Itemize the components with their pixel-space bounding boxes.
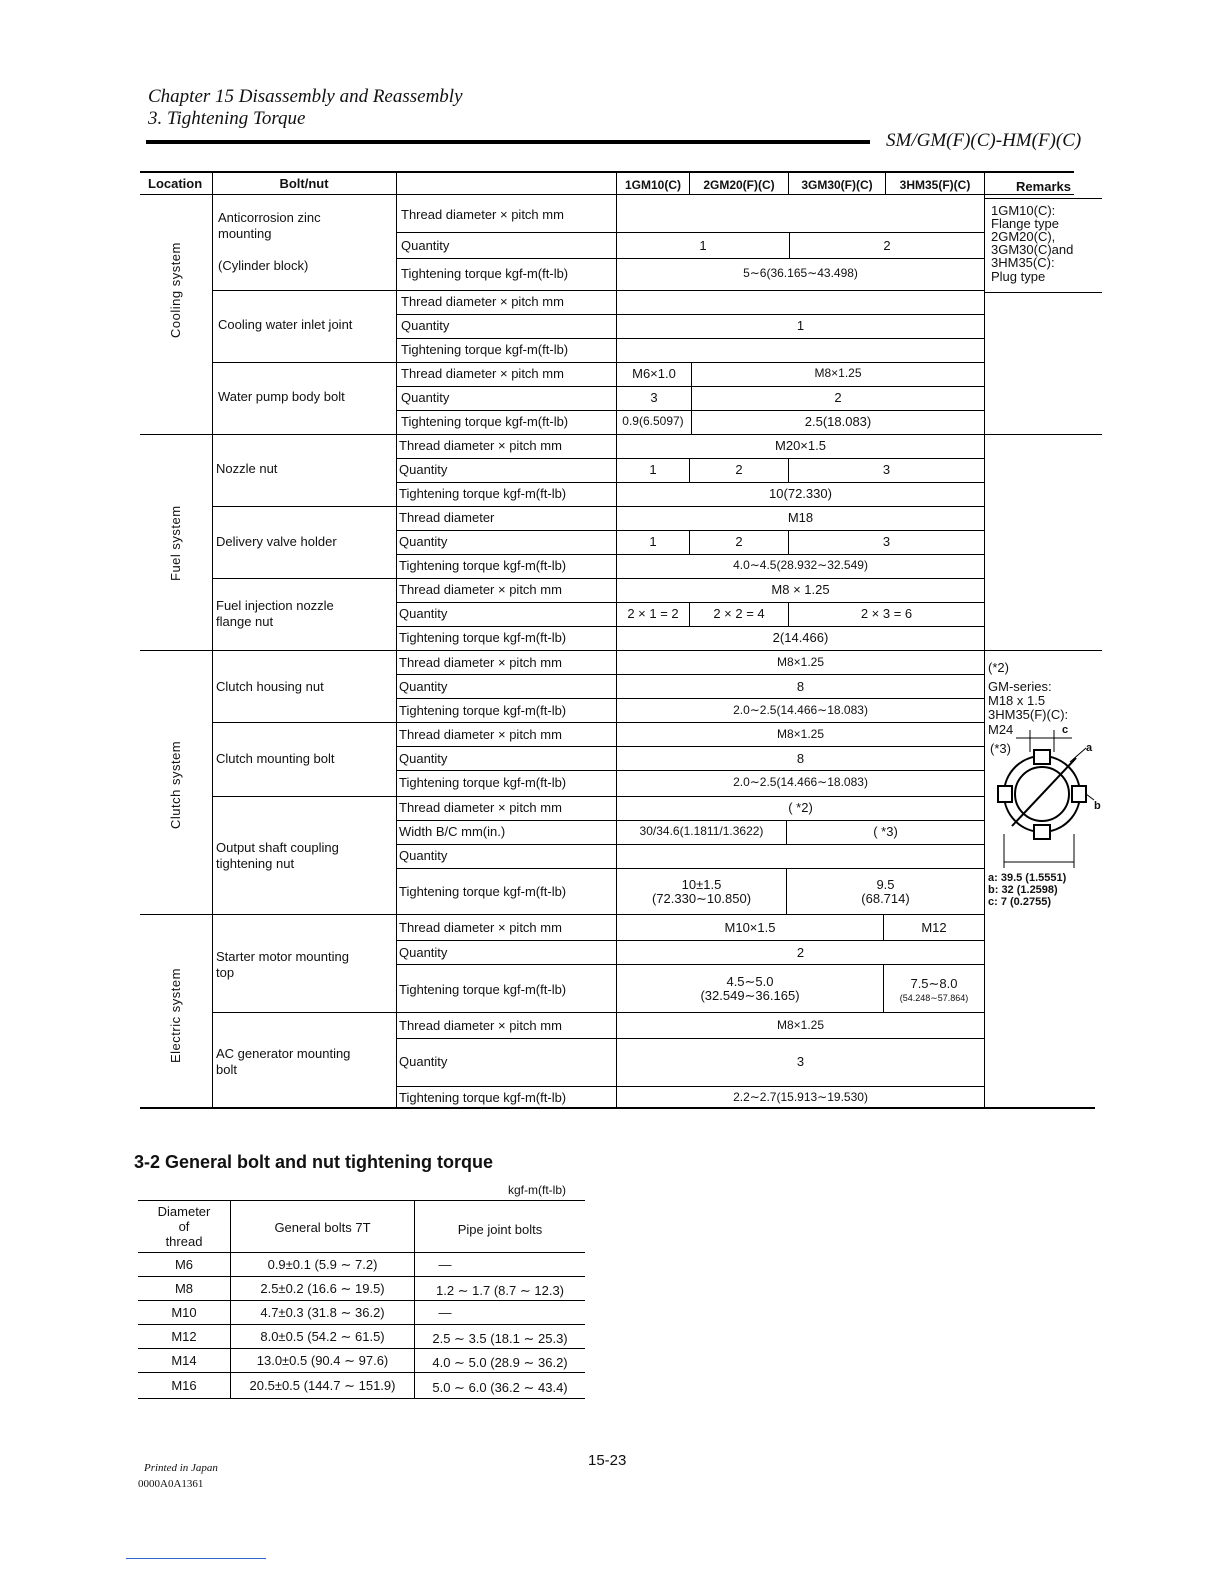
value-cell: 2.2∼2.7(15.913∼19.530): [733, 1090, 868, 1104]
value-cell: (72.330∼10.850): [651, 891, 752, 906]
value-cell: 2.5(18.083): [804, 414, 872, 429]
gen-cell-general: 8.0±0.5 (54.2 ∼ 61.5): [260, 1329, 385, 1344]
value-cell: 1: [649, 534, 657, 549]
value-cell: 8: [796, 679, 805, 694]
value-cell: 2: [796, 945, 805, 960]
item-nozzle: Nozzle nut: [216, 461, 278, 476]
row-rule: [138, 1324, 585, 1325]
param-label: Quantity: [401, 390, 450, 405]
value-cell: M8×1.25: [776, 655, 825, 669]
param-label: Width B/C mm(in.): [399, 824, 506, 839]
param-label: Tightening torque kgf-m(ft-lb): [399, 775, 567, 790]
param-label: Thread diameter × pitch mm: [399, 1018, 562, 1033]
remark-note: (*3): [990, 741, 1011, 756]
remark-text: 3GM30(C)and: [991, 242, 1074, 257]
remark-note: (*2): [988, 660, 1009, 675]
value-cell: M12: [921, 920, 947, 935]
col-head-remarks: Remarks: [1016, 179, 1071, 194]
value-cell: 2: [883, 238, 891, 253]
col-head-2gm20: 2GM20(F)(C): [703, 178, 775, 192]
col-head-1gm10: 1GM10(C): [624, 178, 681, 192]
row-rule: [138, 1200, 585, 1201]
param-label: Tightening torque kgf-m(ft-lb): [401, 266, 569, 281]
value-cell: 3: [882, 462, 891, 477]
diagram-label-b: b: [1094, 800, 1101, 812]
value-cell: ( *3): [873, 824, 898, 839]
value-cell: 9.5: [876, 877, 895, 892]
remark-text: 2GM20(C),: [991, 229, 1056, 244]
gen-cell-pipe: —: [438, 1257, 452, 1272]
remark-note: M24: [988, 722, 1014, 737]
param-label: Thread diameter × pitch mm: [399, 438, 562, 453]
value-cell: M8×1.25: [814, 366, 862, 380]
gen-head-diameter-2: of: [178, 1219, 190, 1234]
section-heading: 3-2 General bolt and nut tightening torque: [134, 1152, 493, 1172]
param-label: Quantity: [399, 679, 448, 694]
chapter-title: Chapter 15 Disassembly and Reassembly: [148, 86, 463, 107]
value-cell: 8: [796, 751, 805, 766]
param-label: Quantity: [399, 751, 448, 766]
gen-cell-pipe: 2.5 ∼ 3.5 (18.1 ∼ 25.3): [432, 1331, 568, 1346]
col-head-3gm30: 3GM30(F)(C): [801, 178, 873, 192]
param-label: Thread diameter × pitch mm: [399, 920, 562, 935]
value-cell: 2: [834, 390, 842, 405]
gen-cell-general: 20.5±0.5 (144.7 ∼ 151.9): [249, 1378, 396, 1393]
item-inlet: Cooling water inlet joint: [218, 317, 353, 332]
param-label: Tightening torque kgf-m(ft-lb): [399, 703, 567, 718]
model-label: SM/GM(F)(C)-HM(F)(C): [886, 130, 1082, 151]
group-cooling: Cooling system: [168, 242, 183, 338]
value-cell: 3: [796, 1054, 805, 1069]
group-clutch: Clutch system: [168, 740, 183, 829]
value-cell: 2.0∼2.5(14.466∼18.083): [733, 775, 868, 789]
section-title: 3. Tightening Torque: [148, 108, 306, 129]
diagram-label-c: c: [1062, 724, 1069, 736]
item-ac: AC generator mounting: [216, 1046, 351, 1061]
diagram-dim: c: 7 (0.2755): [988, 896, 1051, 908]
param-label: Thread diameter × pitch mm: [401, 294, 564, 309]
param-label: Thread diameter × pitch mm: [399, 800, 562, 815]
param-label: Thread diameter: [399, 510, 495, 525]
param-label: Quantity: [399, 1054, 448, 1069]
value-cell: ( *2): [788, 800, 813, 815]
gen-head-diameter: Diameter: [157, 1204, 211, 1219]
gen-cell-general: 13.0±0.5 (90.4 ∼ 97.6): [256, 1353, 389, 1368]
value-cell: (54.248∼57.864): [899, 993, 969, 1003]
row-rule: [138, 1252, 585, 1253]
row-rule: [138, 1398, 585, 1399]
param-label: Tightening torque kgf-m(ft-lb): [399, 982, 567, 997]
unit-label: kgf-m(ft-lb): [508, 1183, 566, 1197]
group-electric: Electric system: [168, 968, 183, 1063]
value-cell: M8×1.25: [776, 727, 825, 741]
gen-head-diameter-3: thread: [165, 1234, 203, 1249]
row-rule: [138, 1348, 585, 1349]
item-delivery: Delivery valve holder: [216, 534, 337, 549]
param-label: Thread diameter × pitch mm: [401, 207, 564, 222]
param-label: Tightening torque kgf-m(ft-lb): [399, 558, 567, 573]
value-cell: 30/34.6(1.1811/1.3622): [639, 824, 764, 838]
param-label: Quantity: [399, 462, 448, 477]
param-label: Tightening torque kgf-m(ft-lb): [399, 1090, 567, 1105]
gen-cell-diameter: M10: [171, 1305, 197, 1320]
row-rule: [138, 1372, 585, 1373]
page-number: 15-23: [588, 1452, 627, 1469]
value-cell: 2: [735, 534, 743, 549]
item-clutch-housing: Clutch housing nut: [216, 679, 324, 694]
item-starter-2: top: [216, 965, 235, 980]
value-cell: 2 × 1 = 2: [627, 606, 679, 621]
col-head-bolt: Bolt/nut: [279, 176, 329, 191]
param-label: Quantity: [401, 238, 450, 253]
diagram-dim: a: 39.5 (1.5551): [988, 872, 1067, 884]
value-cell: 2 × 3 = 6: [860, 606, 913, 621]
value-cell: 5∼6(36.165∼43.498): [743, 266, 858, 280]
param-label: Quantity: [399, 848, 448, 863]
value-cell: 2: [735, 462, 743, 477]
param-label: Thread diameter × pitch mm: [399, 582, 562, 597]
value-cell: 10±1.5: [681, 877, 722, 892]
gen-cell-diameter: M14: [171, 1353, 197, 1368]
param-label: Tightening torque kgf-m(ft-lb): [401, 414, 569, 429]
col-head-3hm35: 3HM35(F)(C): [899, 178, 971, 192]
item-ac-2: bolt: [216, 1062, 237, 1077]
param-label: Quantity: [399, 945, 448, 960]
value-cell: 1: [649, 462, 657, 477]
gen-cell-general: 2.5±0.2 (16.6 ∼ 19.5): [260, 1281, 385, 1296]
param-label: Thread diameter × pitch mm: [399, 727, 562, 742]
gen-cell-pipe: 4.0 ∼ 5.0 (28.9 ∼ 36.2): [432, 1355, 568, 1370]
row-rule: [138, 1276, 585, 1277]
gen-cell-diameter: M6: [174, 1257, 194, 1272]
gen-cell-pipe: 5.0 ∼ 6.0 (36.2 ∼ 43.4): [432, 1380, 568, 1395]
document-code: 0000A0A1361: [138, 1478, 204, 1490]
group-fuel: Fuel system: [168, 505, 183, 581]
gen-cell-general: 4.7±0.3 (31.8 ∼ 36.2): [260, 1305, 385, 1320]
printed-note: Printed in Japan: [144, 1462, 218, 1474]
remark-note: 3HM35(F)(C):: [988, 707, 1069, 722]
value-cell: M10×1.5: [724, 920, 776, 935]
value-cell: 1: [699, 238, 707, 253]
value-cell: 3: [882, 534, 891, 549]
value-cell: M18: [787, 510, 814, 525]
gen-cell-general: 0.9±0.1 (5.9 ∼ 7.2): [267, 1257, 378, 1272]
value-cell: 7.5∼8.0: [910, 976, 958, 991]
value-cell: 2.0∼2.5(14.466∼18.083): [733, 703, 868, 717]
value-cell: 0.9(6.5097): [622, 414, 684, 428]
gen-cell-diameter: M16: [171, 1378, 197, 1393]
item-zinc-2: mounting: [218, 226, 272, 241]
item-clutch-mount: Clutch mounting bolt: [216, 751, 335, 766]
remark-note: M18 x 1.5: [988, 693, 1046, 708]
value-cell: 1: [796, 318, 805, 333]
param-label: Quantity: [399, 534, 448, 549]
diagram-label-a: a: [1086, 742, 1093, 754]
value-cell: M8×1.25: [776, 1018, 825, 1032]
param-label: Quantity: [399, 606, 448, 621]
param-label: Tightening torque kgf-m(ft-lb): [399, 884, 567, 899]
gen-cell-pipe: —: [438, 1305, 452, 1320]
param-label: Quantity: [401, 318, 450, 333]
item-output: Output shaft coupling: [216, 840, 339, 855]
gen-head-pipe: Pipe joint bolts: [457, 1222, 543, 1237]
param-label: Tightening torque kgf-m(ft-lb): [401, 342, 569, 357]
value-cell: (32.549∼36.165): [700, 988, 800, 1003]
footer-line: [126, 1558, 266, 1559]
item-zinc-3: (Cylinder block): [218, 258, 309, 273]
item-zinc: Anticorrosion zinc: [218, 210, 321, 225]
param-label: Thread diameter × pitch mm: [399, 655, 562, 670]
item-pump: Water pump body bolt: [218, 389, 345, 404]
gen-cell-pipe: 1.2 ∼ 1.7 (8.7 ∼ 12.3): [435, 1283, 565, 1298]
item-injection: Fuel injection nozzle: [216, 598, 334, 613]
value-cell: M20×1.5: [775, 438, 826, 453]
value-cell: M6×1.0: [632, 366, 676, 381]
remark-text: Plug type: [991, 269, 1046, 284]
gen-cell-diameter: M12: [171, 1329, 197, 1344]
gen-head-general: General bolts 7T: [274, 1220, 371, 1235]
value-cell: 4.5∼5.0: [726, 974, 774, 989]
param-label: Tightening torque kgf-m(ft-lb): [399, 486, 567, 501]
value-cell: (68.714): [861, 891, 910, 906]
gen-cell-diameter: M8: [174, 1281, 194, 1296]
param-label: Thread diameter × pitch mm: [401, 366, 564, 381]
col-head-location: Location: [148, 176, 203, 191]
item-output-2: tightening nut: [216, 856, 295, 871]
value-cell: M8 × 1.25: [771, 582, 830, 597]
remark-text: Flange type: [991, 216, 1059, 231]
remark-note: GM-series:: [988, 679, 1052, 694]
param-label: Tightening torque kgf-m(ft-lb): [399, 630, 567, 645]
value-cell: 4.0∼4.5(28.932∼32.549): [733, 558, 868, 572]
item-starter: Starter motor mounting: [216, 949, 349, 964]
remark-text: 3HM35(C):: [991, 255, 1055, 270]
value-cell: 2(14.466): [772, 630, 829, 645]
value-cell: 10(72.330): [769, 486, 832, 501]
remark-text: 1GM10(C):: [991, 203, 1056, 218]
item-injection-2: flange nut: [216, 614, 274, 629]
value-cell: 3: [650, 390, 658, 405]
row-rule: [138, 1300, 585, 1301]
value-cell: 2 × 2 = 4: [713, 606, 765, 621]
diagram-dim: b: 32 (1.2598): [988, 884, 1058, 896]
